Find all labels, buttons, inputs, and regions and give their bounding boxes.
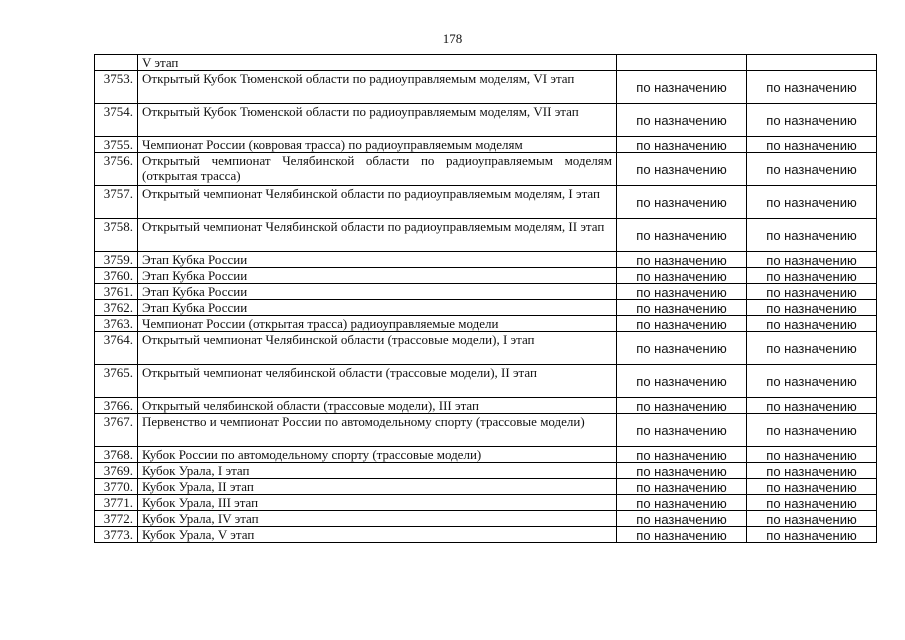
start-date-cell: по назначению xyxy=(617,365,747,398)
end-date-cell: по назначению xyxy=(747,447,877,463)
end-date-cell: по назначению xyxy=(747,511,877,527)
row-number-cell: 3766. xyxy=(95,398,138,414)
event-name-cell: V этап xyxy=(138,55,617,71)
events-table-body xyxy=(95,55,877,543)
table-row xyxy=(95,137,877,153)
end-date-cell: по назначению xyxy=(747,398,877,414)
table-row xyxy=(95,268,877,284)
row-number-cell: 3756. xyxy=(95,153,138,186)
event-name-cell: Кубок Урала, II этап xyxy=(138,479,617,495)
table-row xyxy=(95,479,877,495)
row-number-cell: 3753. xyxy=(95,71,138,104)
event-name-cell: Открытый чемпионат Челябинской области по радиоуправляемым моделям (открытая трасса) xyxy=(138,153,617,186)
start-date-cell: по назначению xyxy=(617,527,747,543)
row-number-cell: 3763. xyxy=(95,316,138,332)
row-number-cell: 3761. xyxy=(95,284,138,300)
event-name-cell: Этап Кубка России xyxy=(138,300,617,316)
page-number: 178 xyxy=(442,31,463,46)
start-date-cell: по назначению xyxy=(617,300,747,316)
end-date-cell: по назначению xyxy=(747,186,877,219)
table-row xyxy=(95,153,877,186)
end-date-cell: по назначению xyxy=(747,284,877,300)
event-name-cell: Кубок Урала, V этап xyxy=(138,527,617,543)
event-name-cell: Открытый Кубок Тюменской области по радиоуправляемым моделям, VII этап xyxy=(138,104,617,137)
row-number-cell: 3760. xyxy=(95,268,138,284)
table-row xyxy=(95,284,877,300)
end-date-cell: по назначению xyxy=(747,316,877,332)
row-number-cell: 3770. xyxy=(95,479,138,495)
start-date-cell: по назначению xyxy=(617,332,747,365)
start-date-cell: по назначению xyxy=(617,398,747,414)
event-name-cell: Этап Кубка России xyxy=(138,284,617,300)
event-name-cell: Чемпионат России (открытая трасса) радиоуправляемые модели xyxy=(138,316,617,332)
event-name-cell: Чемпионат России (ковровая трасса) по радиоуправляемым моделям xyxy=(138,137,617,153)
row-number-cell: 3755. xyxy=(95,137,138,153)
start-date-cell: по назначению xyxy=(617,284,747,300)
event-name-cell: Открытый Кубок Тюменской области по радиоуправляемым моделям, VI этап xyxy=(138,71,617,104)
table-row xyxy=(95,463,877,479)
start-date-cell: по назначению xyxy=(617,316,747,332)
table-row xyxy=(95,398,877,414)
table-row xyxy=(95,495,877,511)
end-date-cell: по назначению xyxy=(747,104,877,137)
table-row xyxy=(95,252,877,268)
event-name-cell: Кубок Урала, III этап xyxy=(138,495,617,511)
start-date-cell xyxy=(617,55,747,71)
table-row xyxy=(95,527,877,543)
start-date-cell: по назначению xyxy=(617,414,747,447)
start-date-cell: по назначению xyxy=(617,153,747,186)
table-row xyxy=(95,511,877,527)
event-name-cell: Открытый чемпионат челябинской области (трассовые модели), II этап xyxy=(138,365,617,398)
event-name-cell: Открытый чемпионат Челябинской области по радиоуправляемым моделям, II этап xyxy=(138,219,617,252)
row-number-cell: 3757. xyxy=(95,186,138,219)
row-number-cell: 3758. xyxy=(95,219,138,252)
event-name-cell: Кубок Урала, IV этап xyxy=(138,511,617,527)
table-row xyxy=(95,219,877,252)
row-number-cell xyxy=(95,55,138,71)
start-date-cell: по назначению xyxy=(617,186,747,219)
events-table xyxy=(94,54,877,543)
start-date-cell: по назначению xyxy=(617,104,747,137)
start-date-cell: по назначению xyxy=(617,219,747,252)
end-date-cell: по назначению xyxy=(747,479,877,495)
event-name-cell: Этап Кубка России xyxy=(138,268,617,284)
start-date-cell: по назначению xyxy=(617,71,747,104)
row-number-cell: 3759. xyxy=(95,252,138,268)
end-date-cell: по назначению xyxy=(747,365,877,398)
end-date-cell: по назначению xyxy=(747,219,877,252)
row-number-cell: 3768. xyxy=(95,447,138,463)
row-number-cell: 3762. xyxy=(95,300,138,316)
end-date-cell: по назначению xyxy=(747,463,877,479)
end-date-cell: по назначению xyxy=(747,268,877,284)
row-number-cell: 3764. xyxy=(95,332,138,365)
end-date-cell xyxy=(747,55,877,71)
table-row xyxy=(95,55,877,71)
event-name-cell: Этап Кубка России xyxy=(138,252,617,268)
table-row xyxy=(95,316,877,332)
table-row xyxy=(95,71,877,104)
start-date-cell: по назначению xyxy=(617,495,747,511)
event-name-cell: Открытый чемпионат Челябинской области по радиоуправляемым моделям, I этап xyxy=(138,186,617,219)
row-number-cell: 3771. xyxy=(95,495,138,511)
row-number-cell: 3769. xyxy=(95,463,138,479)
end-date-cell: по назначению xyxy=(747,137,877,153)
event-name-cell: Кубок России по автомодельному спорту (трассовые модели) xyxy=(138,447,617,463)
table-row xyxy=(95,414,877,447)
start-date-cell: по назначению xyxy=(617,447,747,463)
table-row xyxy=(95,332,877,365)
end-date-cell: по назначению xyxy=(747,71,877,104)
end-date-cell: по назначению xyxy=(747,252,877,268)
event-name-cell: Открытый чемпионат Челябинской области (трассовые модели), I этап xyxy=(138,332,617,365)
table-row xyxy=(95,365,877,398)
event-name-cell: Первенство и чемпионат России по автомодельному спорту (трассовые модели) xyxy=(138,414,617,447)
end-date-cell: по назначению xyxy=(747,153,877,186)
event-name-cell: Открытый челябинской области (трассовые модели), III этап xyxy=(138,398,617,414)
row-number-cell: 3765. xyxy=(95,365,138,398)
event-name-cell: Кубок Урала, I этап xyxy=(138,463,617,479)
start-date-cell: по назначению xyxy=(617,252,747,268)
row-number-cell: 3754. xyxy=(95,104,138,137)
row-number-cell: 3773. xyxy=(95,527,138,543)
end-date-cell: по назначению xyxy=(747,332,877,365)
start-date-cell: по назначению xyxy=(617,137,747,153)
row-number-cell: 3767. xyxy=(95,414,138,447)
end-date-cell: по назначению xyxy=(747,495,877,511)
start-date-cell: по назначению xyxy=(617,479,747,495)
table-row xyxy=(95,104,877,137)
table-row xyxy=(95,186,877,219)
table-row xyxy=(95,300,877,316)
end-date-cell: по назначению xyxy=(747,300,877,316)
start-date-cell: по назначению xyxy=(617,268,747,284)
end-date-cell: по назначению xyxy=(747,414,877,447)
start-date-cell: по назначению xyxy=(617,463,747,479)
table-row xyxy=(95,447,877,463)
start-date-cell: по назначению xyxy=(617,511,747,527)
row-number-cell: 3772. xyxy=(95,511,138,527)
end-date-cell: по назначению xyxy=(747,527,877,543)
